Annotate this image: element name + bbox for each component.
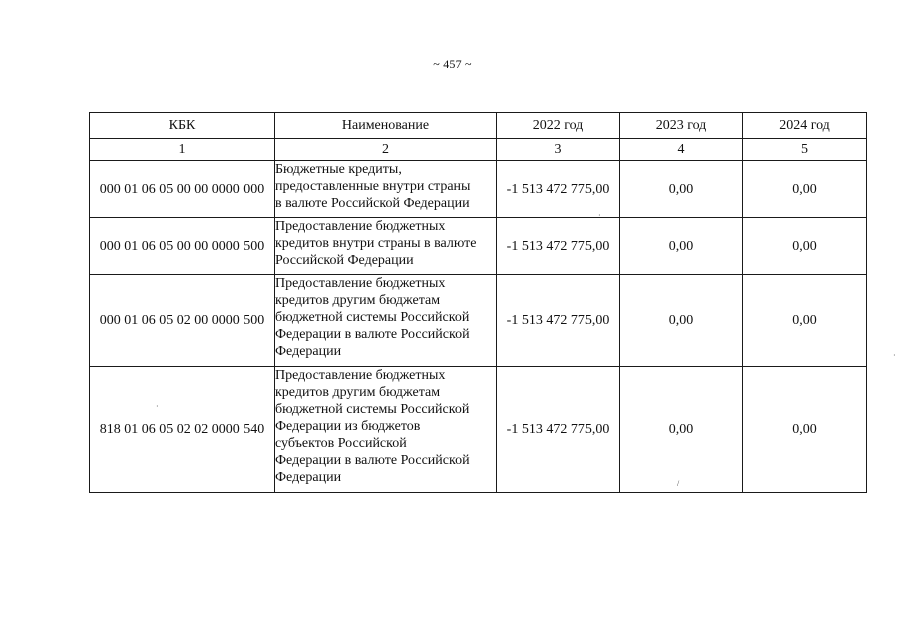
scan-speck: / — [677, 479, 680, 488]
name-cell — [275, 275, 497, 367]
name-line: кредитов внутри страны в валюте — [275, 236, 477, 251]
kbk-cell: 000 01 06 05 00 00 0000 000 — [90, 161, 275, 218]
value-2022-cell: -1 513 472 775,00 — [497, 161, 620, 218]
name-line: Федерации — [275, 344, 342, 359]
kbk-cell: 818 01 06 05 02 02 0000 540 — [90, 367, 275, 493]
column-number: 1 — [90, 139, 275, 161]
header-row — [90, 113, 867, 139]
value-2024-cell: 0,00 — [743, 161, 867, 218]
name-line: Федерации в валюте Российской — [275, 327, 470, 342]
value-2023-cell: 0,00 — [620, 218, 743, 275]
page-number: ~ 457 ~ — [433, 57, 472, 71]
name-line: Федерации — [275, 470, 342, 485]
scan-speck: · — [598, 211, 601, 220]
value-2022-cell: -1 513 472 775,00 — [497, 275, 620, 367]
budget-table — [89, 112, 867, 493]
column-number: 3 — [497, 139, 620, 161]
header-name: Наименование — [275, 113, 497, 139]
name-line: в валюте Российской Федерации — [275, 196, 470, 211]
scan-speck: · — [156, 402, 159, 411]
kbk-cell: 000 01 06 05 02 00 0000 500 — [90, 275, 275, 367]
value-2023-cell: 0,00 — [620, 367, 743, 493]
name-line: предоставленные внутри страны — [275, 179, 471, 194]
name-line: субъектов Российской — [275, 436, 407, 451]
column-number-row — [90, 139, 867, 161]
table-row — [90, 367, 867, 493]
scan-speck: · — [893, 351, 896, 360]
table-row — [90, 275, 867, 367]
table-row — [90, 161, 867, 218]
value-2024-cell: 0,00 — [743, 367, 867, 493]
name-cell — [275, 218, 497, 275]
name-line: Предоставление бюджетных — [275, 368, 446, 383]
value-2023-cell: 0,00 — [620, 275, 743, 367]
name-line: кредитов другим бюджетам — [275, 293, 441, 308]
name-line: Предоставление бюджетных — [275, 219, 446, 234]
kbk-cell: 000 01 06 05 00 00 0000 500 — [90, 218, 275, 275]
header-kbk: КБК — [90, 113, 275, 139]
table-row — [90, 218, 867, 275]
name-line: Федерации в валюте Российской — [275, 453, 470, 468]
column-number: 2 — [275, 139, 497, 161]
name-cell — [275, 367, 497, 493]
name-line: Федерации из бюджетов — [275, 419, 421, 434]
name-line: Российской Федерации — [275, 253, 414, 268]
value-2022-cell: -1 513 472 775,00 — [497, 367, 620, 493]
value-2024-cell: 0,00 — [743, 275, 867, 367]
name-cell — [275, 161, 497, 218]
name-line: бюджетной системы Российской — [275, 310, 470, 325]
value-2024-cell: 0,00 — [743, 218, 867, 275]
column-number: 5 — [743, 139, 867, 161]
name-line: Предоставление бюджетных — [275, 276, 446, 291]
column-number: 4 — [620, 139, 743, 161]
name-line: Бюджетные кредиты, — [275, 162, 402, 177]
header-2024: 2024 год — [743, 113, 867, 139]
header-2022: 2022 год — [497, 113, 620, 139]
value-2023-cell: 0,00 — [620, 161, 743, 218]
value-2022-cell: -1 513 472 775,00 — [497, 218, 620, 275]
name-line: бюджетной системы Российской — [275, 402, 470, 417]
header-2023: 2023 год — [620, 113, 743, 139]
name-line: кредитов другим бюджетам — [275, 385, 441, 400]
